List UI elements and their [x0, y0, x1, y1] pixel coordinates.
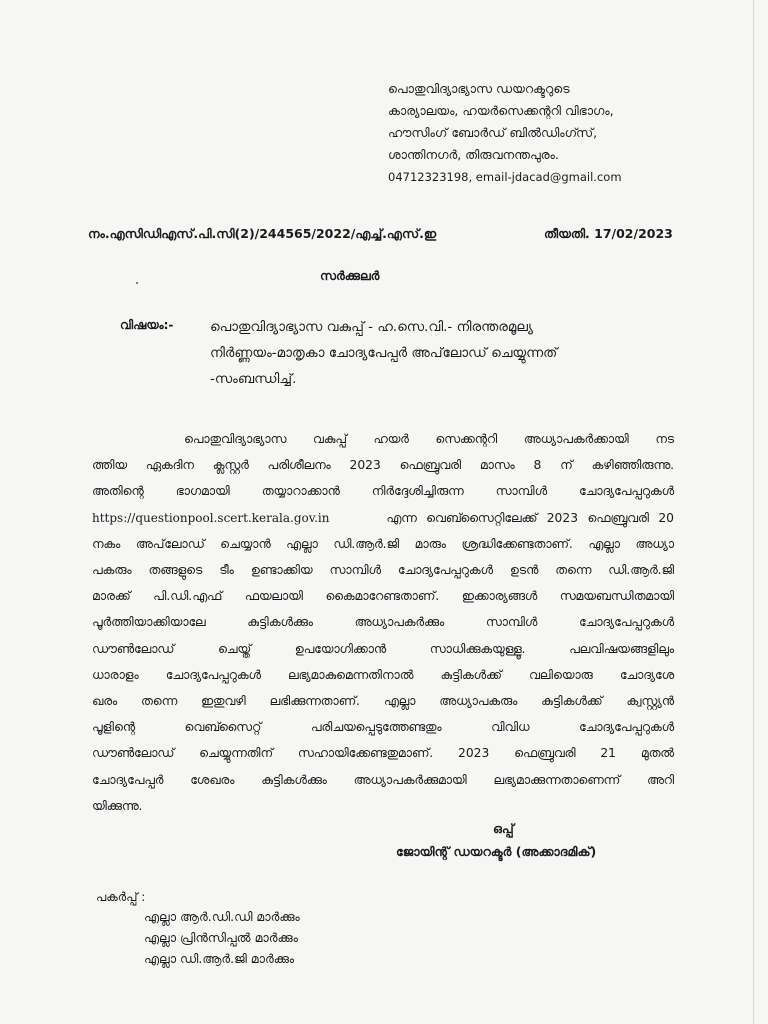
- circular-date: തീയതി. 17/02/2023: [544, 226, 673, 241]
- subject-text: [210, 314, 675, 392]
- body-line: പൂർത്തിയാക്കിയാലേ കുട്ടികൾക്കും അധ്യാപകർക്കും സാമ്പിൾ ചോദ്യപേപ്പറുകൾ: [92, 615, 674, 630]
- body-line: [92, 505, 674, 531]
- scan-speck: [136, 282, 138, 284]
- copy-to-label: പകർപ്പ് :: [96, 890, 146, 904]
- letterhead-contact: 04712323198, email-jdacad@gmail.com: [388, 170, 622, 184]
- body-line: പകരും തങ്ങളുടെ ടീം ഉണ്ടാക്കിയ സാമ്പിൾ ചോദ്യപേപ്പറുകൾ ഉടൻ തന്നെ ഡി.ആർ.ജി: [92, 563, 674, 578]
- signature-designation: ജോയിന്റ് ഡയറക്ടർ (അക്കാദമിക്): [396, 844, 597, 859]
- letterhead-line: പൊതുവിദ്യാഭ്യാസ ഡയറക്ടറുടെ: [388, 81, 570, 96]
- body-line-rest: എന്ന വെബ്സൈറ്റിലേക്ക് 2023 ഫെബ്രുവരി 20: [386, 510, 675, 525]
- subject-line: നിർണ്ണയം-മാതൃകാ ചോദ്യപേപ്പർ അപ്‌ലോഡ് ചെയ്യുന്നത്: [210, 345, 558, 361]
- page-edge: [753, 0, 754, 1024]
- body-line: യിക്കുന്നു.: [92, 798, 143, 813]
- body-line: അതിന്റെ ഭാഗമായി തയ്യാറാക്കാൻ നിർദ്ദേശിച്ചിരുന്ന സാമ്പിൾ ചോദ്യപേപ്പറുകൾ: [92, 484, 674, 499]
- body-line: ഡൗൺലോഡ് ചെയ്ത് ഉപയോഗിക്കാൻ സാധിക്കുകയുള്ളൂ. പലവിഷയങ്ങളിലും: [92, 641, 674, 656]
- website-url: https://questionpool.scert.kerala.gov.in: [92, 510, 330, 525]
- body-line: ത്തിയ ഏകദിന ക്ലസ്റ്റർ പരിശീലനം 2023 ഫെബ്രുവരി മാസം 8 ന് കഴിഞ്ഞിരുന്നു.: [92, 458, 674, 473]
- body-line: പൂളിന്റെ വെബ്സൈറ്റ് പരിചയപ്പെടുത്തേണ്ടതും വിവിധ ചോദ്യപേപ്പറുകൾ: [92, 720, 674, 735]
- body-line: പൊതുവിദ്യാഭ്യാസ വകുപ്പ് ഹയർ സെക്കന്ററി അധ്യാപകർക്കായി നട: [184, 432, 674, 446]
- letterhead-address: [388, 78, 718, 188]
- subject-line: -സംബന്ധിച്ച്.: [210, 371, 297, 387]
- subject-label: വിഷയം:-: [120, 318, 174, 332]
- document-title: സർക്കുലർ: [320, 268, 380, 283]
- body-line: ചോദ്യപേപ്പർ ശേഖരം കുട്ടികൾക്കും അധ്യാപകർക്കുമായി ലഭ്യമാക്കുന്നതാണെന്ന് അറി: [92, 772, 674, 787]
- reference-number: നം.എസിഡിഎസ്.പി.സി(2)/244565/2022/എച്ച്.എസ്.ഇ: [88, 226, 437, 241]
- body-line: ഡൗൺലോഡ് ചെയ്യുന്നതിന് സഹായിക്കേണ്ടതുമാണ്. 2023 ഫെബ്രുവരി 21 മുതൽ: [92, 746, 674, 761]
- body-line: മാരക്ക് പി.ഡി.എഫ് ഫയലായി കൈമാറേണ്ടതാണ്. ഇക്കാര്യങ്ങൾ സമയബന്ധിതമായി: [92, 589, 674, 604]
- letterhead-line: കാര്യാലയം, ഹയർസെക്കന്ററി വിഭാഗം,: [388, 103, 614, 118]
- circular-body: [92, 426, 674, 819]
- copy-to-list: [144, 906, 300, 969]
- copy-to-item: എല്ലാ ഡി.ആർ.ജി മാർക്കും: [144, 951, 295, 966]
- letterhead-line: ശാന്തിനഗർ, തിരുവനന്തപുരം.: [388, 147, 559, 162]
- letterhead-line: ഹൗസിംഗ് ബോർഡ് ബിൽഡിംഗ്സ്,: [388, 125, 598, 140]
- signature-sd: ഒപ്പ്: [493, 821, 514, 836]
- body-line: നകം അപ്‌ലോഡ് ചെയ്യാൻ എല്ലാ ഡി.ആർ.ജി മാരും ശ്രദ്ധിക്കേണ്ടതാണ്. എല്ലാ അധ്യാ: [92, 536, 674, 551]
- copy-to-item: എല്ലാ പ്രിൻസിപ്പൽ മാർക്കും: [144, 930, 298, 945]
- body-line: ഖരം തന്നെ ഇതുവഴി ലഭിക്കുന്നതാണ്. എല്ലാ അധ്യാപകരും കുട്ടികൾക്ക് ക്വസ്റ്റ്യൻ: [92, 694, 674, 709]
- copy-to-item: എല്ലാ ആർ.ഡി.ഡി മാർക്കും: [144, 909, 300, 924]
- body-line: ധാരാളം ചോദ്യപേപ്പറുകൾ ലഭ്യമാകുമെന്നതിനാൽ കുട്ടികൾക്ക് വലിയൊരു ചോദ്യശേ: [92, 667, 674, 682]
- subject-line: പൊതുവിദ്യാഭ്യാസ വകുപ്പ് - ഹ.സെ.വി.- നിരന്തരമൂല്യ: [210, 319, 534, 335]
